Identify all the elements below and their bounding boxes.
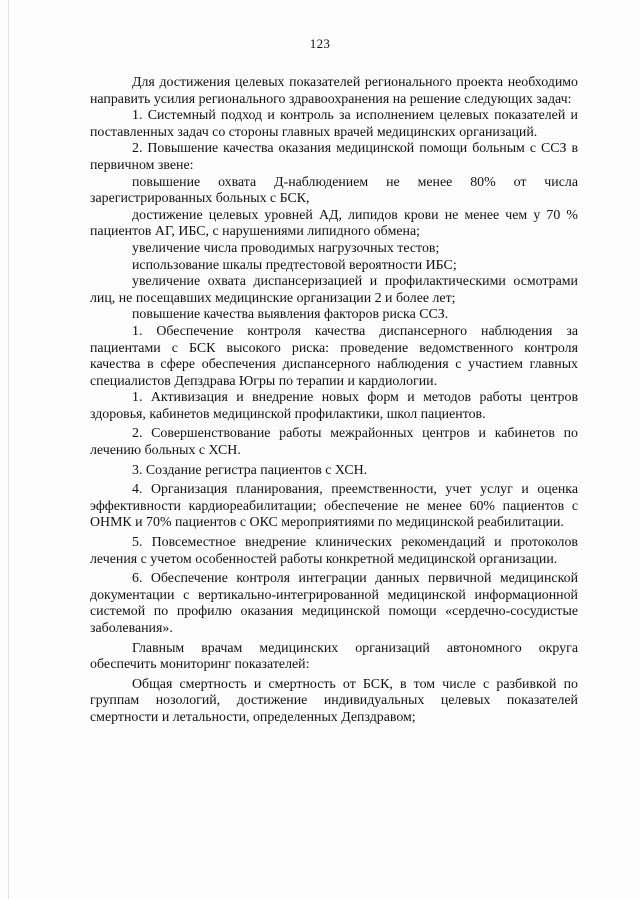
document-body <box>90 75 578 727</box>
paragraph-registry: 3. Создание регистра пациентов с ХСН. <box>132 462 368 478</box>
paragraph-monitoring: Главным врачам медицинских организаций автономного округа обеспечить мониторинг показателей: <box>90 640 578 673</box>
paragraph-task-1: 1. Системный подход и контроль за исполнением целевых показателей и поставленных задач со стороны главных врачей медицинских организаций. <box>90 108 578 140</box>
paragraph-health-centers: 1. Активизация и внедрение новых форм и методов работы центров здоровья, кабинетов медицинской профилактики, школ пациентов. <box>90 390 578 422</box>
paragraph-task-2: 2. Повышение качества оказания медицинской помощи больным с ССЗ в первичном звене: <box>90 141 578 173</box>
paragraph-dispensary-coverage: повышение охвата Д-наблюдением не менее 80% от числа зарегистрированных больных с БСК, <box>90 174 578 207</box>
paragraph-rehabilitation: 4. Организация планирования, преемственности, учет услуг и оценка эффективности кардиореабилитации; обеспечение не менее 60% пациентов с ОНМК и 70% пациентов с ОКС мероприятиями по медицинской реабилитации. <box>90 482 578 531</box>
paragraph-mortality: Общая смертность и смертность от БСК, в том числе с разбивкой по группам нозологий, достижение индивидуальных целевых показателей смертности и летальности, определенных Депздравом; <box>90 676 578 725</box>
paragraph-intro: Для достижения целевых показателей регионального проекта необходимо направить усилия регионального здравоохранения на решение следующих задач: <box>90 75 578 107</box>
paragraph-stress-tests: увеличение числа проводимых нагрузочных тестов; <box>132 240 440 256</box>
page-number: 123 <box>309 36 331 51</box>
paragraph-target-levels: достижение целевых уровней АД, липидов крови не менее чем у 70 % пациентов АГ, ИБС, с нарушениями липидного обмена; <box>90 207 578 240</box>
paragraph-screening-coverage: увеличение охвата диспансеризацией и профилактическими осмотрами лиц, не посещавших медицинские организации 2 и более лет; <box>90 274 578 306</box>
paragraph-integration-control: 6. Обеспечение контроля интеграции данных первичной медицинской документации с вертикально-интегрированной медицинской информационной системой по профилю оказания медицинской помощи «сердечно-сосудистые заболевания». <box>90 571 578 636</box>
paragraph-risk-factors: повышение качества выявления факторов риска ССЗ. <box>132 307 449 323</box>
paragraph-interdistrict-centers: 2. Совершенствование работы межрайонных центров и кабинетов по лечению больных с ХСН. <box>90 426 578 459</box>
paragraph-pretest-scale: использование шкалы предтестовой вероятности ИБС; <box>132 257 457 273</box>
scan-edge-line <box>8 0 9 899</box>
paragraph-quality-control: 1. Обеспечение контроля качества диспансерного наблюдения за пациентами с БСК высокого риска: проведение ведомственного контроля качества в сфере обеспечения диспансерного наблюдения с участием главных специалистов Депздрава Югры по терапии и кардиологии. <box>90 323 578 389</box>
paragraph-clinical-guidelines: 5. Повсеместное внедрение клинических рекомендаций и протоколов лечения с учетом особенностей работы конкретной медицинской организации. <box>90 535 578 567</box>
